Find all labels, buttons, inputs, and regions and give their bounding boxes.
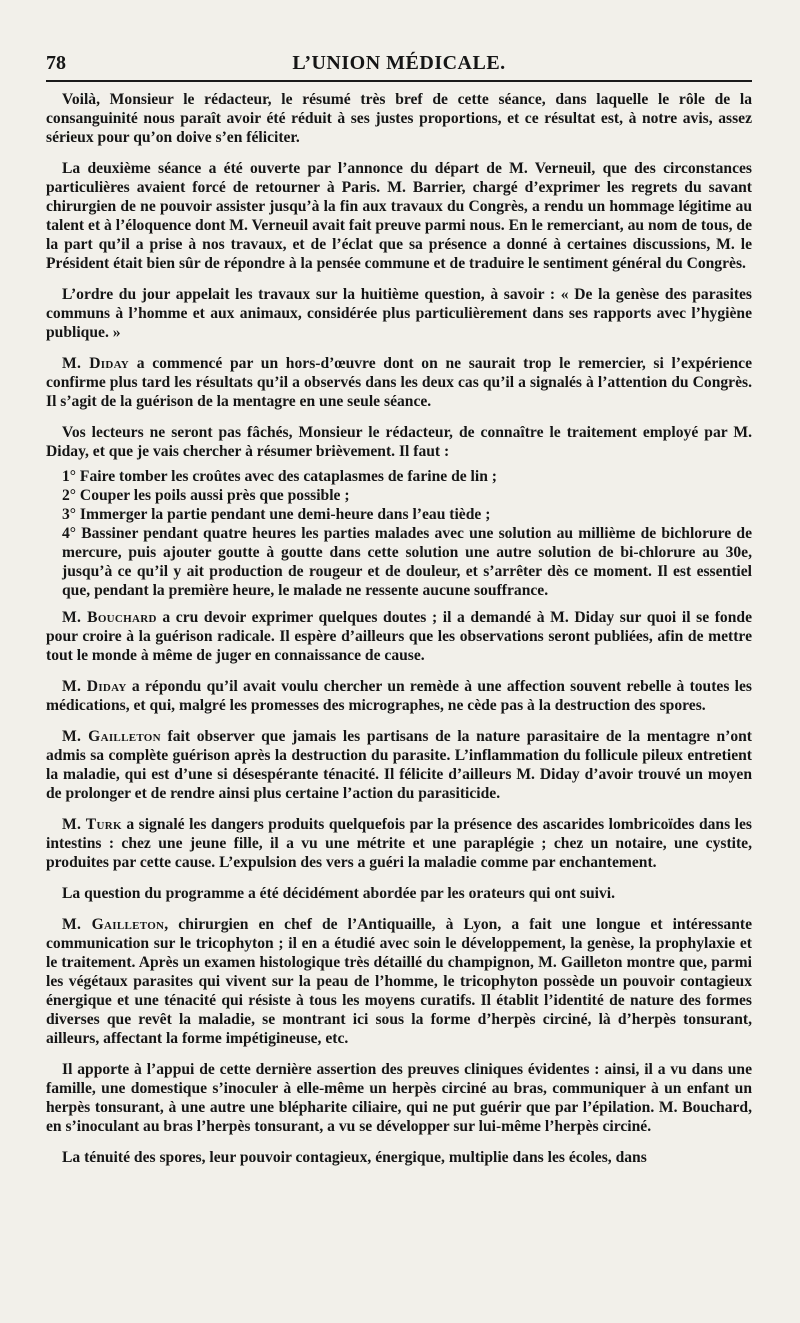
paragraph-clinical-proof: Il apporte à l’appui de cette dernière assertion des preuves cliniques évidentes : ainsi, il a vu dans une famille, une domestique s’inoculer à elle-même un herpès circiné au bras, communiquer à un enfant un herpès tonsurant, à une autre une blépharite ciliaire, qui ne put guérir que par l’épilation. M. Bouchard, en s’inoculant au bras l’herpès tonsurant, a vu se développer sur lui-même l’herpès circiné. xyxy=(46,1061,752,1135)
speaker-name: M. Gailleton xyxy=(62,728,161,745)
list-item: 1° Faire tomber les croûtes avec des cataplasmes de farine de lin ; xyxy=(62,468,497,485)
paragraph-diday xyxy=(46,354,752,411)
paragraph-text: fait observer que jamais les partisans de la nature parasitaire de la mentagre n’ont admis sa complète guérison après la destruction du parasite. L’inflammation du follicule pileux entretient la maladie, qui est d’une si désespérante ténacité. Il félicite d’ailleurs M. Diday d’avoir trouvé un moyen de prolonger et de rendre ainsi plus certaine l’action du parasiticide. xyxy=(46,728,752,802)
paragraph-agenda: L’ordre du jour appelait les travaux sur la huitième question, à savoir : « De la genèse des parasites communs à l’homme et aux animaux, considérée plus particulièrement dans ses rapports avec l’hygiène publique. » xyxy=(46,286,752,341)
article-body xyxy=(46,90,752,1167)
paragraph-text: a répondu qu’il avait voulu chercher un remède à une affection souvent rebelle à toutes les médications, et qui, malgré les promesses des micrographes, ne cède pas à la destruction des spores. xyxy=(46,678,752,714)
list-item: 4° Bassiner pendant quatre heures les parties malades avec une solution au millième de bichlorure de mercure, puis ajouter goutte à goutte dans cette solution une autre solution de bi-chlorure au 30e, jusqu’à ce qu’il y ait production de rougeur et de douleur, et s’arrêter dès ce moment. Il est essentiel que, pendant la première heure, le malade ne ressente aucune souffrance. xyxy=(62,525,752,599)
paragraph-spores: La ténuité des spores, leur pouvoir contagieux, énergique, multiplie dans les écoles, dans xyxy=(62,1149,647,1166)
list-item: 2° Couper les poils aussi près que possible ; xyxy=(62,487,350,504)
speaker-name: M. Turk xyxy=(62,816,122,833)
paragraph-diday-reply xyxy=(46,677,752,715)
paragraph-text: a commencé par un hors-d’œuvre dont on ne saurait trop le remercier, si l’expérience confirme plus tard les résultats qu’il a observés dans les deux cas qu’il a signalés à l’attention du Congrès. Il s’agit de la guérison de la mentagre en une seule séance. xyxy=(46,355,753,410)
paragraph-summary: Voilà, Monsieur le rédacteur, le résumé très bref de cette séance, dans laquelle le rôle de la consanguinité nous paraît avoir été réduit à ses justes proportions, et ce résultat est, à notre avis, assez sérieux pour qu’on doive s’en féliciter. xyxy=(46,91,752,146)
paragraph-gailleton-communication xyxy=(46,915,752,1048)
treatment-steps-list xyxy=(46,467,752,600)
paragraph-turk xyxy=(46,815,752,872)
page-header xyxy=(46,46,752,82)
speaker-name: M. Bouchard xyxy=(62,609,157,626)
page-number: 78 xyxy=(46,52,66,74)
list-item: 3° Immerger la partie pendant une demi-heure dans l’eau tiède ; xyxy=(62,506,491,523)
speaker-name: M. Gailleton xyxy=(62,916,165,933)
running-head: L’UNION MÉDICALE. xyxy=(292,52,506,74)
paragraph-gailleton-remark xyxy=(46,727,752,803)
paragraph-treatment-intro: Vos lecteurs ne seront pas fâchés, Monsieur le rédacteur, de connaître le traitement employé par M. Diday, et que je vais chercher à résumer brièvement. Il faut : xyxy=(46,424,752,460)
speaker-name: M. Diday xyxy=(62,355,130,372)
paragraph-second-session: La deuxième séance a été ouverte par l’annonce du départ de M. Verneuil, que des circonstances particulières avaient forcé de retourner à Paris. M. Barrier, chargé d’exprimer les regrets du savant chirurgien de ne pouvoir assister jusqu’à la fin aux travaux du Congrès, a rendu un hommage légitime au talent et à l’éloquence dont M. Verneuil avait fait preuve parmi nous. En le remerciant, au nom de tous, de la part qu’il a prise à nos travaux, et de l’éclat que sa présence a donné à certaines discussions, M. le Président était bien sûr de répondre à la pensée commune et de traduire le sentiment général du Congrès. xyxy=(46,160,752,272)
paragraph-bouchard xyxy=(46,608,752,665)
paragraph-text: a signalé les dangers produits quelquefois par la présence des ascarides lombricoïdes dans les intestins : chez une jeune fille, il a vu une métrite et une paraplégie ; chez un notaire, une cystite, produites par cette cause. L’expulsion des vers a guéri la maladie comme par enchantement. xyxy=(46,816,752,871)
paragraph-text: a cru devoir exprimer quelques doutes ; il a demandé à M. Diday sur quoi il se fonde pour croire à la guérison radicale. Il espère d’ailleurs que les observations seront publiées, afin de mettre tout le monde à même de juger en connaissance de cause. xyxy=(46,609,752,664)
speaker-name: M. Diday xyxy=(62,678,127,695)
paragraph-question: La question du programme a été décidément abordée par les orateurs qui ont suivi. xyxy=(62,885,615,902)
paragraph-text: , chirurgien en chef de l’Antiquaille, à Lyon, a fait une longue et intéressante communication sur le tricophyton ; il en a étudié avec soin le développement, la genèse, la prophylaxie et le traitement. Après un examen histologique très détaillé du champignon, M. Gailleton montre que, parmi les végétaux parasites qui vivent sur la peau de l’homme, le tricophyton possède un pouvoir contagieux énergique et une ténacité qui résiste à tous les moyens curatifs. Il établit l’identité de nature des formes diverses que revêt la maladie, se montrant ici sous la forme d’herpès circiné, là d’herpès tonsurant, ailleurs, affectant la forme impétigineuse, etc. xyxy=(46,916,752,1047)
